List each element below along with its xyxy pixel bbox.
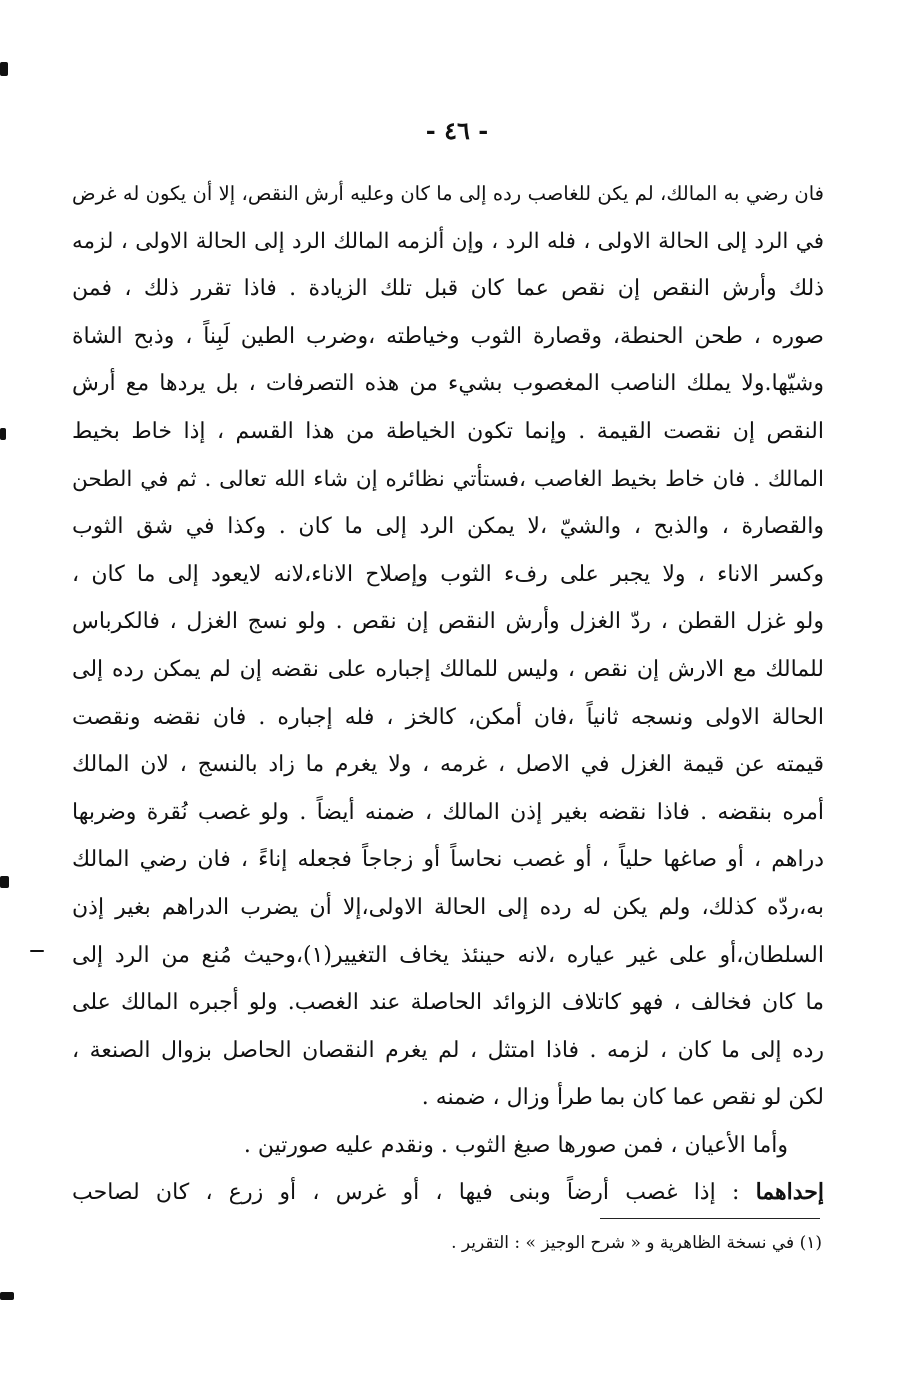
scan-mark [0, 62, 8, 76]
text-line: والقصارة ، والذبح ، والشيّ ،لا يمكن الرد إلى ما كان . وكذا في شق الثوب [72, 514, 824, 540]
text-line: المالك . فان خاط بخيط الغاصب ،فستأتي نظائره إن شاء الله تعالى . ثم في الطحن [72, 466, 824, 492]
paragraph-lead-word: إحداهما [755, 1179, 824, 1206]
scan-mark [0, 1292, 14, 1300]
text-line: ما كان فخالف ، فهو كاتلاف الزوائد الحاصلة عند الغصب. ولو أجبره المالك على [72, 990, 824, 1016]
scan-mark [30, 950, 44, 952]
text-line: ذلك وأرش النقص إن نقص عما كان قبل تلك الزيادة . فاذا تقرر ذلك ، فمن [72, 276, 824, 302]
text-line: وأما الأعيان ، فمن صورها صبغ الثوب . ونقدم عليه صورتين . [243, 1132, 788, 1158]
text-line: قيمته عن قيمة الغزل في الاصل ، غرمه ، ولا يغرم ما زاد بالنسج ، لان المالك [72, 752, 824, 778]
text-line-with-lead: إحداهما : إذا غصب أرضاً وبنى فيها ، أو غرس ، أو زرع ، كان لصاحب [72, 1179, 824, 1206]
text-line: النقص إن نقصت القيمة . وإنما تكون الخياطة من هذا القسم ، إذا خاط بخيط [72, 418, 824, 444]
footnote-separator [600, 1218, 820, 1219]
text-line: في الرد إلى الحالة الاولى ، فله الرد ، وإن ألزمه المالك الرد إلى الحالة الاولى ، لزمه [72, 228, 824, 254]
body-text [72, 170, 824, 1217]
text-line: دراهم ، أو صاغها حلياً ، أو غصب نحاساً أو زجاجاً فجعله إناءً ، فان رضي المالك [72, 847, 824, 873]
page-number: - ٤٦ - [425, 116, 489, 145]
text-line: أمره بنقضه . فاذا نقضه بغير إذن المالك ، ضمنه أيضاً . ولو غصب نُقرة وضربها [72, 799, 824, 825]
text-line: وشيّها.ولا يملك الناصب المغصوب بشيء من هذه التصرفات ، بل يردها مع أرش [72, 371, 824, 397]
scan-mark [0, 876, 9, 888]
text-line: فان رضي به المالك، لم يكن للغاصب رده إلى ما كان وعليه أرش النقص، إلا أن يكون له غرض [72, 182, 824, 205]
text-line: للمالك مع الارش إن نقص ، وليس للمالك إجباره على نقضه إن لم يمكن رده إلى [72, 656, 824, 682]
text-line: السلطان،أو على غير عياره ،لانه حينئذ يخاف التغيير(١)،وحيث مُنع من الرد إلى [72, 942, 824, 968]
text-line: رده إلى ما كان ، لزمه . فاذا امتثل ، لم يغرم النقصان الحاصل بزوال الصنعة ، [72, 1037, 824, 1063]
text-line: ولو غزل القطن ، ردّ الغزل وأرش النقص إن نقص . ولو نسج الغزل ، فالكرباس [72, 609, 824, 635]
text-line: به،ردّه كذلك، ولم يكن له رده إلى الحالة الاولى،إلا أن يضرب الدراهم بغير إذن [72, 894, 824, 920]
scan-mark [0, 428, 6, 440]
text-line: لكن لو نقص عما كان بما طرأ وزال ، ضمنه . [421, 1085, 824, 1111]
text-line: صوره ، طحن الحنطة، وقصارة الثوب وخياطته ،وضرب الطين لَبِناً ، وذبح الشاة [72, 323, 824, 349]
footnote: (١) في نسخة الظاهرية و « شرح الوجيز » : التقرير . [451, 1233, 822, 1253]
text-line: وكسر الاناء ، ولا يجبر على رفء الثوب وإصلاح الاناء،لانه لايعود إلى ما كان ، [72, 561, 824, 587]
text-line: الحالة الاولى ونسجه ثانياً ،فان أمكن، كالخز ، فله إجباره . فان نقضه ونقصت [72, 704, 824, 730]
